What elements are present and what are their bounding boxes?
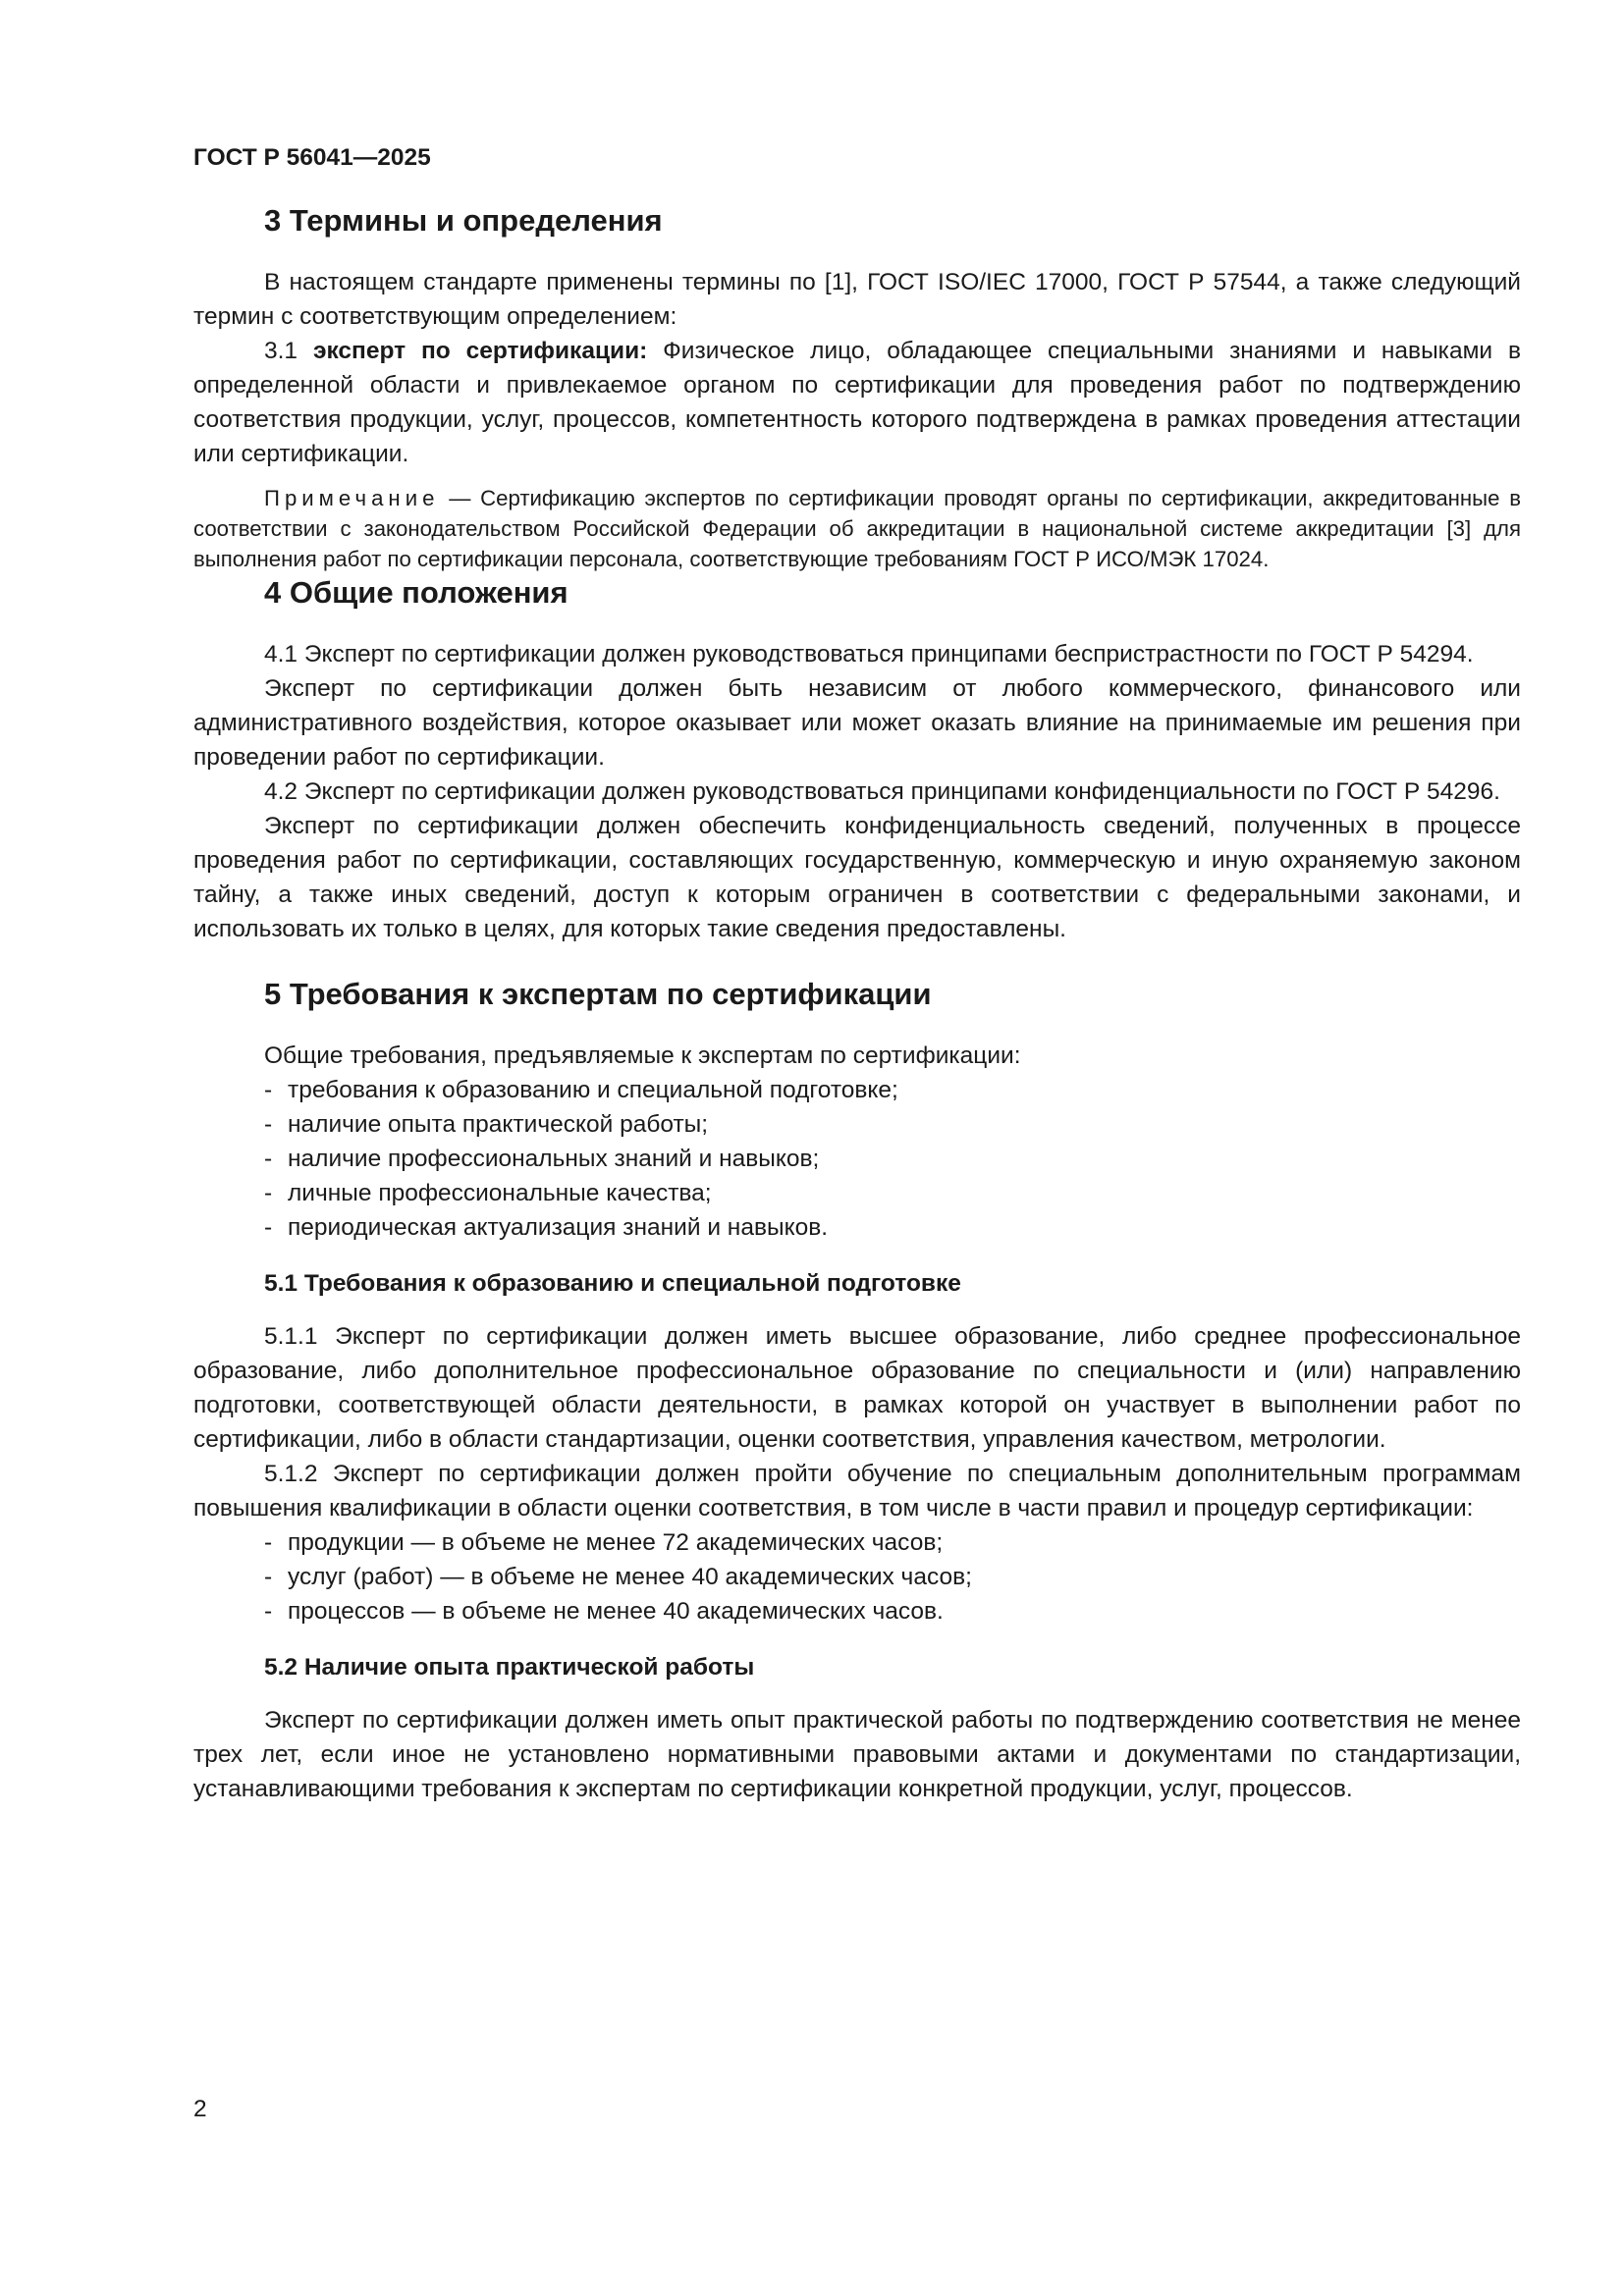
section-4-2: 4.2 Эксперт по сертификации должен руководствоваться принципами конфиденциальности по ГОСТ Р 54296. — [264, 778, 1500, 805]
note-label: Примечание — [264, 486, 440, 510]
list-item: - периодическая актуализация знаний и навыков. — [264, 1210, 1521, 1245]
section-4-1-independence: Эксперт по сертификации должен быть независим от любого коммерческого, финансового или административного воздействия, которое оказывает или может оказать влияние на принимаемые им решения при проведении работ по сертификации. — [193, 675, 1521, 771]
section-5-title: 5 Требования к экспертам по сертификации — [264, 977, 932, 1011]
section-5-intro: Общие требования, предъявляемые к экспертам по сертификации: — [264, 1042, 1021, 1069]
requirements-list — [264, 1073, 1521, 1245]
list-item: - наличие профессиональных знаний и навыков; — [264, 1142, 1521, 1176]
section-3-title: 3 Термины и определения — [264, 203, 663, 238]
term-note — [193, 483, 1521, 574]
section-5-1-title: 5.1 Требования к образованию и специальной подготовке — [264, 1270, 961, 1297]
list-item: - требования к образованию и специальной подготовке; — [264, 1073, 1521, 1107]
section-5-1-2: 5.1.2 Эксперт по сертификации должен пройти обучение по специальным дополнительным программам повышения квалификации в области оценки соответствия, в том числе в части правил и процедур сертификации: — [193, 1461, 1521, 1522]
list-item: - процессов — в объеме не менее 40 академических часов. — [264, 1594, 1521, 1629]
training-hours-list — [264, 1525, 1521, 1629]
term-definition — [193, 334, 1521, 471]
page-number: 2 — [193, 2096, 207, 2122]
list-item: - личные профессиональные качества; — [264, 1176, 1521, 1210]
section-5-1-1: 5.1.1 Эксперт по сертификации должен иметь высшее образование, либо среднее профессиональное образование, либо дополнительное профессиональное образование по специальности и (или) направлению подготовки, соответствующей области деятельности, в рамках которой он участвует в выполнении работ по сертификации, либо в области стандартизации, оценки соответствия, управления качеством, метрологии. — [193, 1323, 1521, 1453]
section-5-2-title: 5.2 Наличие опыта практической работы — [264, 1654, 755, 1681]
section-5-2-text: Эксперт по сертификации должен иметь опыт практической работы по подтверждению соответствия не менее трех лет, если иное не установлено нормативными правовыми актами и документами по стандартизации, устанавливающими требования к экспертам по сертификации конкретной продукции, услуг, процессов. — [193, 1707, 1521, 1802]
list-item: - услуг (работ) — в объеме не менее 40 академических часов; — [264, 1560, 1521, 1594]
list-item: - наличие опыта практической работы; — [264, 1107, 1521, 1142]
section-4-1: 4.1 Эксперт по сертификации должен руководствоваться принципами беспристрастности по ГОСТ Р 54294. — [264, 641, 1474, 667]
section-4-title: 4 Общие положения — [264, 575, 568, 610]
list-item: - продукции — в объеме не менее 72 академических часов; — [264, 1525, 1521, 1560]
term-definition-text: Физическое лицо, обладающее специальными знаниями и навыками в определенной области и привлекаемое органом по сертификации для проведения работ по подтверждению соответствия продукции, услуг, процессов, компетентность которого подтверждена в рамках проведения аттестации или сертификации. — [193, 338, 1521, 467]
document-page — [193, 143, 1521, 1806]
term-name: эксперт по сертификации: — [312, 338, 648, 364]
document-header: ГОСТ Р 56041—2025 — [193, 144, 431, 171]
section-4-2-confidentiality: Эксперт по сертификации должен обеспечить конфиденциальность сведений, полученных в процессе проведения работ по сертификации, составляющих государственную, коммерческую и иную охраняемую законом тайну, а также иных сведений, доступ к которым ограничен в соответствии с федеральными законами, и использовать их только в целях, для которых такие сведения предоставлены. — [193, 813, 1521, 942]
note-text: — Сертификацию экспертов по сертификации проводят органы по сертификации, аккредитованные в соответствии с законодательством Российской Федерации об аккредитации в национальной системе аккредитации [3] для выполнения работ по сертификации персонала, соответствующие требованиям ГОСТ Р ИСО/МЭК 17024. — [193, 486, 1521, 571]
term-number: 3.1 — [264, 338, 298, 364]
section-3-intro: В настоящем стандарте применены термины по [1], ГОСТ ISO/IEC 17000, ГОСТ Р 57544, а также следующий термин с соответствующим определением: — [193, 269, 1521, 330]
